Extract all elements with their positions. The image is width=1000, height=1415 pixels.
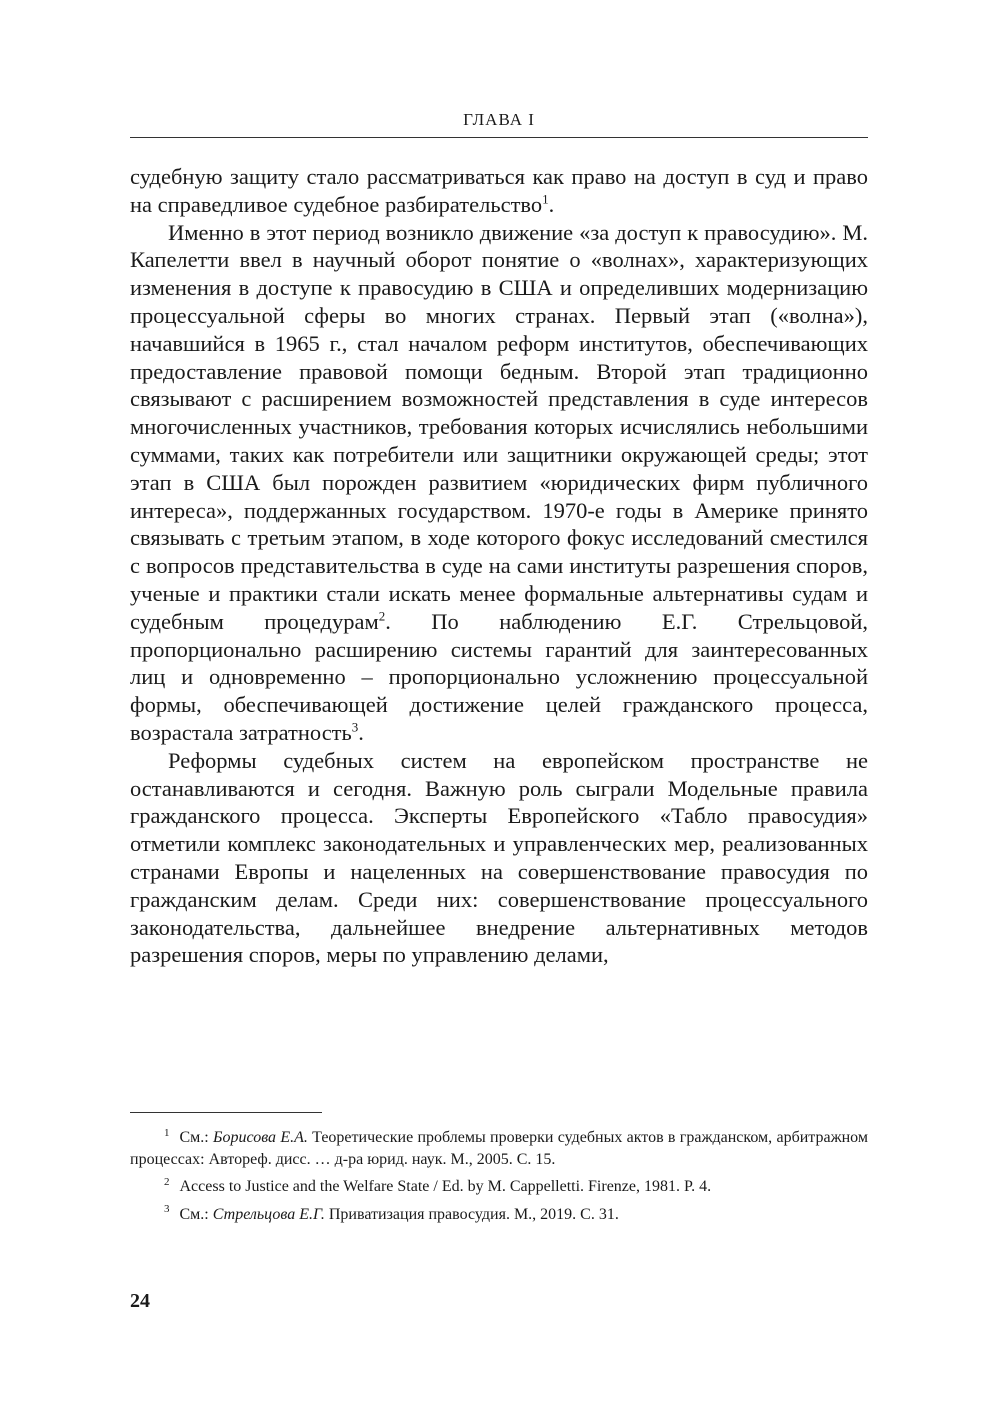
paragraph-tail: . xyxy=(358,719,364,745)
footnote-number: 3 xyxy=(164,1203,170,1216)
footnote-ref-3[interactable]: 3 xyxy=(351,719,359,735)
footnote-ref-1[interactable]: 1 xyxy=(542,191,549,207)
paragraph-tail: . xyxy=(548,191,555,217)
page-number: 24 xyxy=(130,1290,150,1312)
running-header: ГЛАВА I xyxy=(463,110,535,129)
footnote-1 xyxy=(130,1127,868,1170)
footnote-prefix: См.: xyxy=(179,1205,213,1223)
footnote-number: 2 xyxy=(164,1175,170,1188)
header-divider xyxy=(130,137,868,138)
paragraph-1 xyxy=(130,163,868,219)
paragraph-text: Именно в этот период возникло движение «за доступ к правосудию». М. Капелетти ввел в научный оборот понятие о «волнах», характеризующих изменения в доступе к правосудию в США и определивших модернизацию процессуальной сферы во многих странах. Первый этап («волна»), начавшийся в 1965 г., стал началом реформ институтов, обеспечивающих предоставление правовой помощи бедным. Второй этап традиционно связывают с расширением возможностей представления в суде интересов многочисленных участников, требования которых исчислялись небольшими суммами, таких как потребители или защитники окружающей среды; этот этап в США был порожден развитием «юридических фирм публичного интереса», поддержанных государством. 1970-е годы в Америке принято связывать с третьим этапом, в ходе которого фокус исследований сместился с вопросов представительства в суде на сами институты разрешения споров, ученые и практики стали искать менее формальные альтернативы судам и судебным процедурам xyxy=(130,219,868,634)
main-text xyxy=(130,163,868,969)
footnote-divider xyxy=(130,1112,322,1113)
paragraph-2 xyxy=(130,219,868,747)
footnote-text: Access to Justice and the Welfare State / Ed. by M. Cappelletti. Firenze, 1981. P. 4. xyxy=(179,1178,712,1195)
footnotes xyxy=(130,1127,868,1231)
footnote-2 xyxy=(130,1176,868,1198)
paragraph-text: судебную защиту стало рассматриваться как право на доступ в суд и право на справедливое судебное разбирательство xyxy=(130,164,868,217)
paragraph-3 xyxy=(130,747,868,969)
paragraph-text: Реформы судебных систем на европейском пространстве не останавливаются и сегодня. Важную роль сыграли Модельные правила гражданского процесса. Эксперты Европейского «Табло правосудия» отметили комплекс законодательных и управленческих мер, реализованных странами Европы и нацеленных на совершенствование правосудия по гражданским делам. Среди них: совершенствование процессуального законодательства, дальнейшее внедрение альтернативных методов разрешения споров, меры по управлению делами, xyxy=(130,747,868,968)
footnote-3 xyxy=(130,1204,868,1226)
book-page xyxy=(130,0,868,1415)
footnote-text: Приватизация правосудия. М., 2019. С. 31. xyxy=(324,1205,619,1223)
footnote-author: Стрельцова Е.Г. xyxy=(212,1205,325,1223)
footnote-ref-2[interactable]: 2 xyxy=(378,608,386,624)
footnote-prefix: См.: xyxy=(179,1129,214,1146)
footnote-author: Борисова Е.А. xyxy=(213,1129,308,1146)
footnote-number: 1 xyxy=(164,1126,170,1139)
paragraph-tail: . По наблюдению Е.Г. Стрельцовой, пропорционально расширению системы гарантий для заинтересованных лиц и одновременно – пропорционально усложнению процессуальной формы, обеспечивающей достижение целей гражданского процесса, возрастала затратность xyxy=(130,608,868,745)
footnote-text: Теоретические проблемы проверки судебных актов в гражданском, арбитражном процессах: Автореф. дисс. … д-ра юрид. наук. М., 2005. С. 15. xyxy=(130,1129,869,1168)
